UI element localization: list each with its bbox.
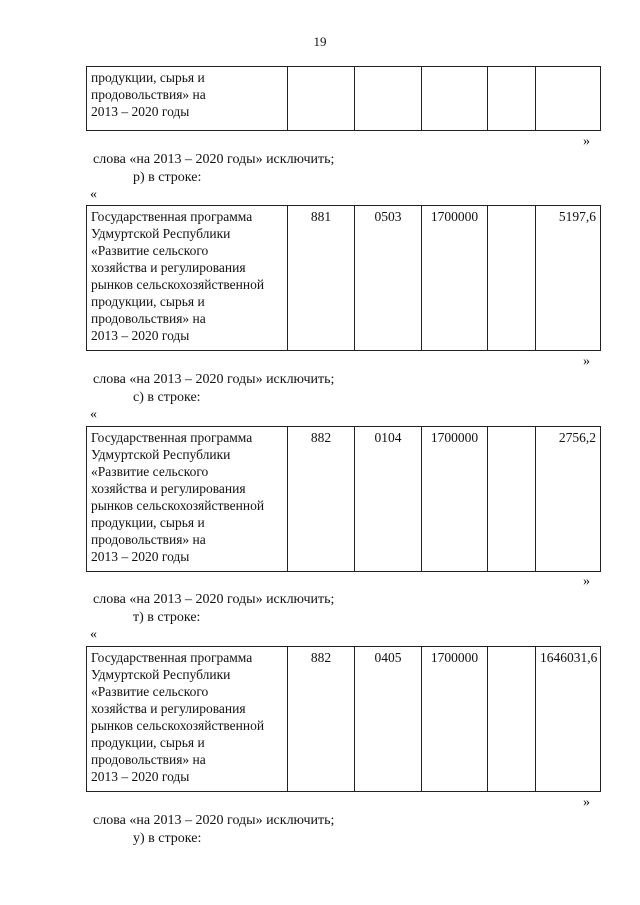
item-label: у) в строке:	[133, 831, 202, 846]
target-code-cell: 1700000	[422, 647, 488, 792]
instruction-text: слова «на 2013 – 2020 годы» исключить;	[93, 813, 335, 828]
expense-type-cell	[488, 647, 536, 792]
section-code-cell: 0405	[355, 647, 422, 792]
budget-table	[86, 646, 601, 792]
section-code-cell: 0503	[355, 206, 422, 351]
close-quote: »	[583, 354, 590, 369]
table-row	[87, 67, 601, 131]
ministry-code-cell	[288, 67, 355, 131]
open-quote: «	[90, 627, 97, 642]
ministry-code-cell: 881	[288, 206, 355, 351]
table-row	[87, 427, 601, 572]
item-label: р) в строке:	[133, 170, 202, 185]
expense-type-cell	[488, 67, 536, 131]
close-quote: »	[583, 795, 590, 810]
expense-type-cell	[488, 206, 536, 351]
target-code-cell	[422, 67, 488, 131]
program-name-cell: Государственная программа Удмуртской Республики «Развитие сельского хозяйства и регулирования рынков сельскохозяйственной продукции, сырья и продовольствия» на 2013 – 2020 годы	[87, 647, 288, 792]
open-quote: «	[90, 407, 97, 422]
close-quote: »	[583, 134, 590, 149]
open-quote: «	[90, 187, 97, 202]
item-label: т) в строке:	[133, 610, 201, 625]
section-code-cell	[355, 67, 422, 131]
table-row	[87, 206, 601, 351]
amount-cell: 2756,2	[536, 427, 601, 572]
instruction-text: слова «на 2013 – 2020 годы» исключить;	[93, 152, 335, 167]
amount-cell	[536, 67, 601, 131]
instruction-text: слова «на 2013 – 2020 годы» исключить;	[93, 372, 335, 387]
close-quote: »	[583, 574, 590, 589]
budget-table	[86, 205, 601, 351]
budget-table-continued	[86, 66, 601, 131]
table-row	[87, 647, 601, 792]
ministry-code-cell: 882	[288, 647, 355, 792]
ministry-code-cell: 882	[288, 427, 355, 572]
section-code-cell: 0104	[355, 427, 422, 572]
program-name-cell: Государственная программа Удмуртской Республики «Развитие сельского хозяйства и регулирования рынков сельскохозяйственной продукции, сырья и продовольствия» на 2013 – 2020 годы	[87, 206, 288, 351]
amount-cell: 5197,6	[536, 206, 601, 351]
amount-cell: 1646031,6	[536, 647, 601, 792]
target-code-cell: 1700000	[422, 427, 488, 572]
program-name-cell: продукции, сырья и продовольствия» на 2013 – 2020 годы	[87, 67, 288, 131]
budget-table	[86, 426, 601, 572]
page-number: 19	[313, 34, 327, 49]
item-label: с) в строке:	[133, 390, 201, 405]
instruction-text: слова «на 2013 – 2020 годы» исключить;	[93, 592, 335, 607]
expense-type-cell	[488, 427, 536, 572]
target-code-cell: 1700000	[422, 206, 488, 351]
program-name-cell: Государственная программа Удмуртской Республики «Развитие сельского хозяйства и регулирования рынков сельскохозяйственной продукции, сырья и продовольствия» на 2013 – 2020 годы	[87, 427, 288, 572]
